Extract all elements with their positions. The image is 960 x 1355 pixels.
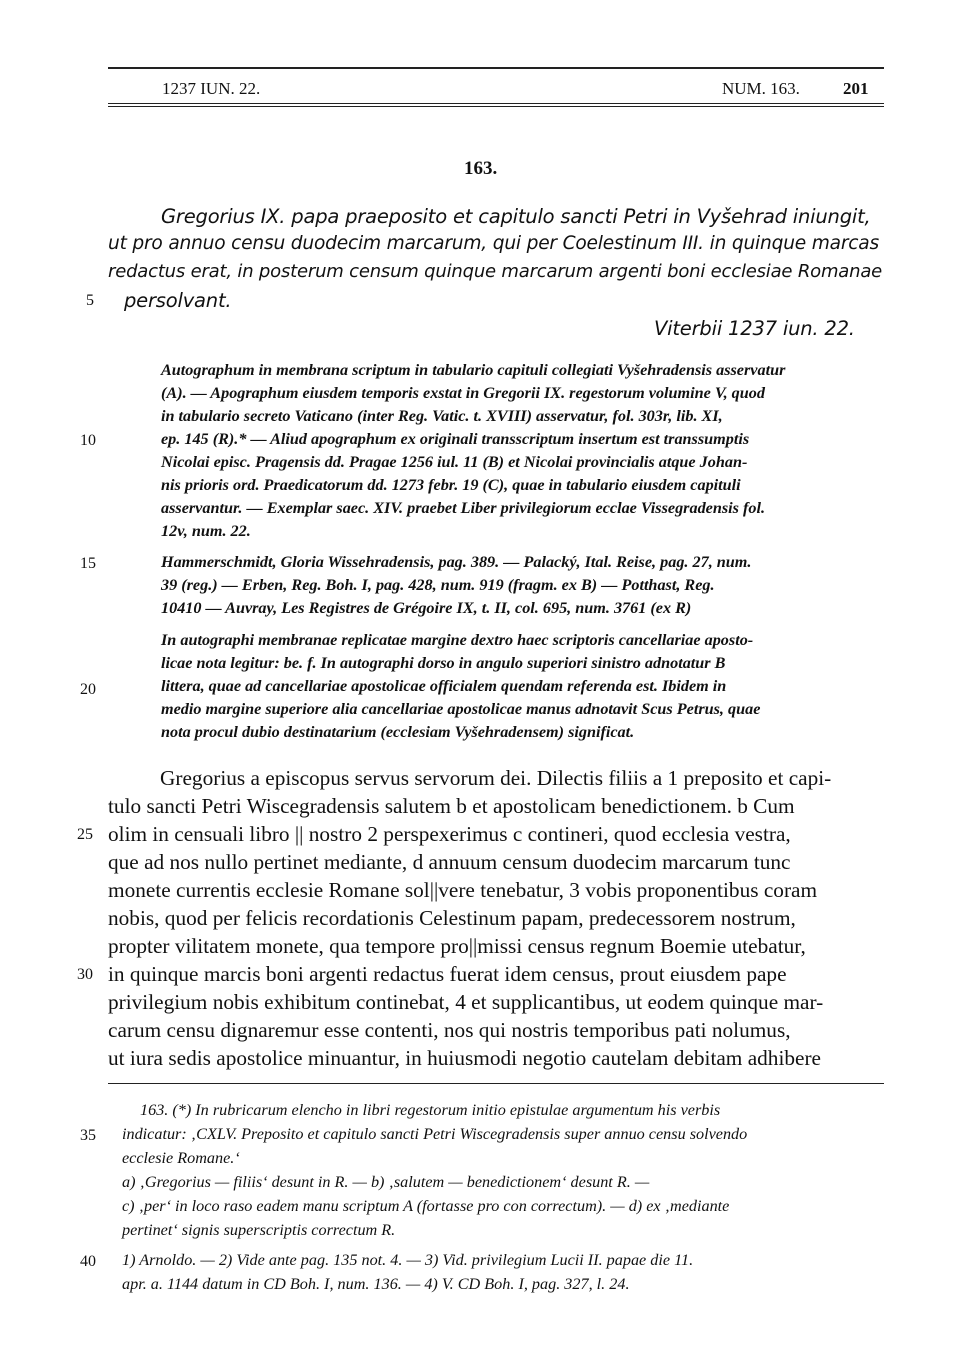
note-line: 39 (reg.) — Erben, Reg. Boh. I, pag. 428, num. 919 (fragm. ex B) — Potthast, Reg. bbox=[161, 576, 715, 594]
note-line: littera, quae ad cancellariae apostolicae officialem quendam referenda est. Ibidem in bbox=[161, 677, 727, 695]
footnote-line: 163. (*) In rubricarum elencho in libri regestorum initio epistulae argumentum his verbis bbox=[140, 1101, 721, 1119]
line-number: 30 bbox=[77, 966, 93, 983]
footnote-line: 1) Arnoldo. — 2) Vide ante pag. 135 not. 4. — 3) Vid. privilegium Lucii II. papae die 11. bbox=[122, 1251, 694, 1269]
footnote-line: apr. a. 1144 datum in CD Boh. I, num. 136. — 4) V. CD Boh. I, pag. 327, l. 24. bbox=[122, 1275, 630, 1293]
header-bottom-rule-2 bbox=[108, 106, 884, 107]
summary-line: redactus erat, in posterum censum quinque marcarum argenti boni ecclesiae Romanae bbox=[108, 261, 883, 282]
header-date: 1237 IUN. 22. bbox=[162, 79, 261, 98]
footnote-line: indicatur: ‚CXLV. Preposito et capitulo sancti Petri Wiscegradensis super annuo censu solvendo bbox=[122, 1125, 748, 1143]
note-line: 12v, num. 22. bbox=[161, 522, 251, 540]
note-line: medio margine superiore alia cancellariae apostolicae manus adnotavit Scus Petrus, quae bbox=[161, 700, 761, 718]
body-line: carum censu dignaremur esse contenti, nos qui nostris temporibus pati nolumus, bbox=[108, 1018, 791, 1042]
header-page-number: 201 bbox=[843, 79, 869, 98]
footnote-line: c) ‚per‘ in loco raso eadem manu scriptum A (fortasse pro con correctum). — d) ex ‚mediante bbox=[122, 1197, 730, 1215]
note-line: 10410 — Auvray, Les Registres de Grégoire IX, t. II, col. 695, num. 3761 (ex R) bbox=[161, 599, 692, 617]
line-number: 40 bbox=[80, 1253, 96, 1270]
body-line: olim in censuali libro || nostro 2 perspexerimus c contineri, quod ecclesia vestra, bbox=[108, 822, 791, 846]
header-top-rule bbox=[108, 67, 884, 69]
body-line: privilegium nobis exhibitum continebat, 4 et supplicantibus, ut eodem quinque mar- bbox=[108, 990, 824, 1014]
note-line: (A). — Apographum eiusdem temporis exstat in Gregorii IX. regestorum volumine V, quod bbox=[161, 384, 765, 402]
body-line: nobis, quod per felicis recordationis Celestinum papam, predecessorem nostrum, bbox=[108, 906, 796, 930]
summary-line: Gregorius IX. papa praeposito et capitulo sancti Petri in Vyšehrad iniungit, bbox=[161, 205, 871, 228]
document-number: 163. bbox=[464, 158, 498, 179]
line-number: 20 bbox=[80, 681, 96, 698]
note-line: licae nota legitur: be. f. In autographi dorso in angulo superiori sinistro adnotatur B bbox=[161, 654, 726, 672]
body-line: monete currentis ecclesie Romane sol||vere tenebatur, 3 vobis proponentibus coram bbox=[108, 878, 818, 902]
place-date: Viterbii 1237 iun. 22. bbox=[654, 317, 855, 340]
note-line: in tabulario secreto Vaticano (inter Reg. Vatic. t. XVIII) asservatur, fol. 303r, lib. XI, bbox=[161, 407, 723, 425]
header-num: NUM. 163. bbox=[722, 79, 800, 98]
note-line: Autographum in membrana scriptum in tabulario capituli collegiati Vyšehradensis asservatur bbox=[161, 361, 786, 379]
footnote-line: pertinet‘ signis superscriptis correctum R. bbox=[122, 1221, 396, 1239]
summary-line: persolvant. bbox=[124, 289, 232, 312]
line-number: 35 bbox=[80, 1127, 96, 1144]
note-line: ep. 145 (R).* — Aliud apographum ex originali transscriptum insertum est transsumptis bbox=[161, 430, 750, 448]
note-line: In autographi membranae replicatae margine dextro haec scriptoris cancellariae aposto- bbox=[161, 631, 754, 649]
body-line: tulo sancti Petri Wiscegradensis salutem b et apostolicam benedictionem. b Cum bbox=[108, 794, 795, 818]
body-line: ut iura sedis apostolice minuantur, in huiusmodi negotio cautelam debitam adhibere bbox=[108, 1046, 822, 1070]
note-line: nis prioris ord. Praedicatorum dd. 1273 febr. 19 (C), quae in tabulario eiusdem capituli bbox=[161, 476, 741, 494]
note-line: asservantur. — Exemplar saec. XIV. praebet Liber privilegiorum ecclae Vissegradensis fol. bbox=[161, 499, 766, 517]
footnote-line: ecclesie Romane.‘ bbox=[122, 1149, 240, 1167]
summary-line: ut pro annuo censu duodecim marcarum, qui per Coelestinum III. in quinque marcas bbox=[108, 233, 879, 254]
note-line: Nicolai episc. Pragensis dd. Pragae 1256 iul. 11 (B) et Nicolai provincialis atque Johan- bbox=[161, 453, 748, 471]
note-line: Hammerschmidt, Gloria Wissehradensis, pag. 389. — Palacký, Ital. Reise, pag. 27, num. bbox=[161, 553, 752, 571]
line-number: 25 bbox=[77, 826, 93, 843]
line-number: 15 bbox=[80, 555, 96, 572]
note-line: nota procul dubio destinatarium (ecclesiam Vyšehradensem) significat. bbox=[161, 723, 635, 741]
line-number: 5 bbox=[86, 292, 94, 309]
body-line: que ad nos nullo pertinet mediante, d annuum censum duodecim marcarum tunc bbox=[108, 850, 791, 874]
footnote-line: a) ‚Gregorius — filiis‘ desunt in R. — b) ‚salutem — benedictionem‘ desunt R. — bbox=[122, 1173, 650, 1191]
header-bottom-rule bbox=[108, 103, 884, 104]
footnote-rule bbox=[108, 1083, 884, 1084]
body-line: Gregorius a episcopus servus servorum dei. Dilectis filiis a 1 preposito et capi- bbox=[160, 766, 832, 790]
body-line: in quinque marcis boni argenti redactus fuerat idem census, prout eiusdem pape bbox=[108, 962, 787, 986]
body-line: propter vilitatem monete, qua tempore pro||missi census regnum Boemie utebatur, bbox=[108, 934, 806, 958]
line-number: 10 bbox=[80, 432, 96, 449]
